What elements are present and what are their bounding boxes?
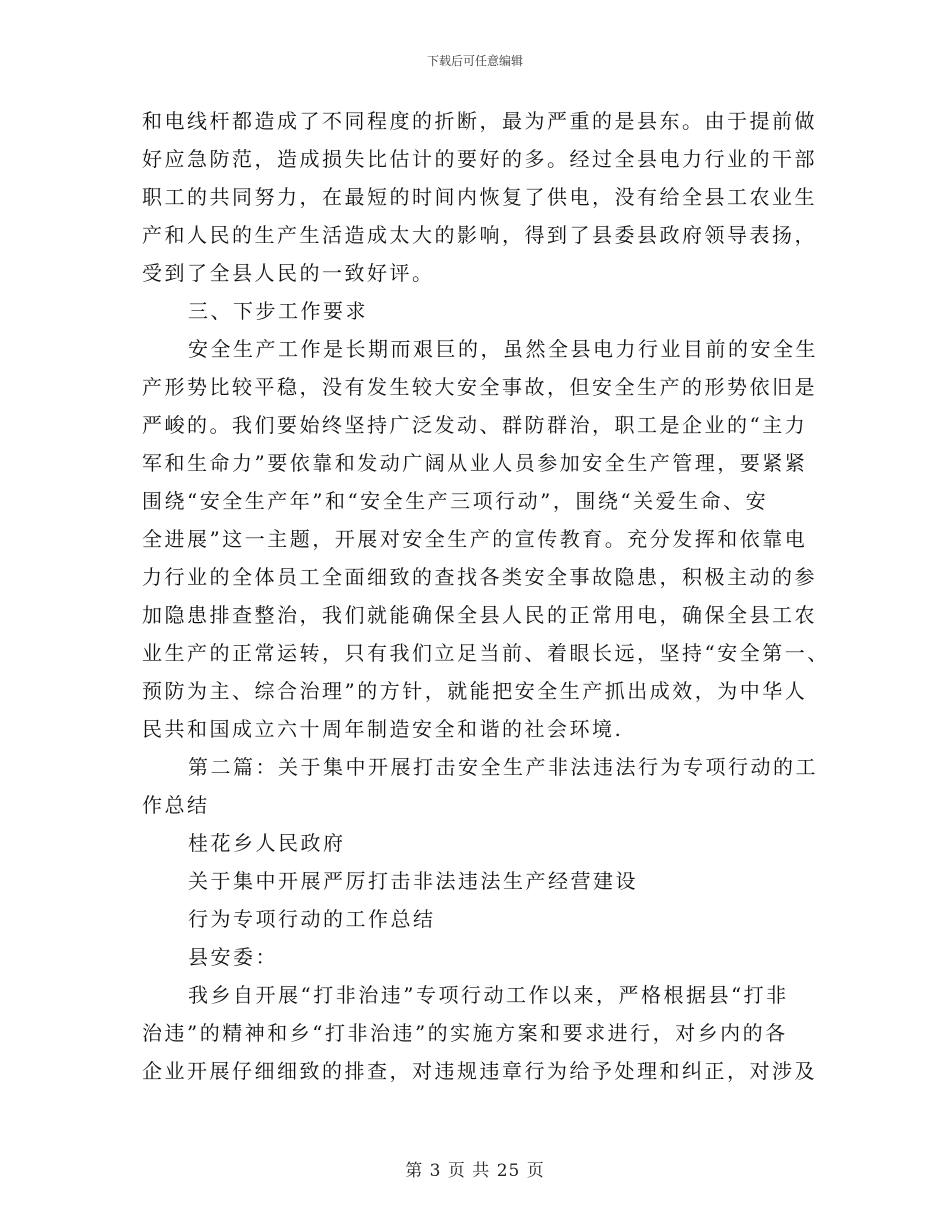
document-title-continued: 行为专项行动的工作总结 (188, 907, 436, 931)
text-line: 我乡自开展“打非治违”专项行动工作以来，严格根据县“打非 (188, 983, 789, 1007)
text-line: 军和生命力”要依靠和发动广阔从业人员参加安全生产管理，要紧紧 (142, 451, 808, 475)
text-line: 力行业的全体员工全面细致的查找各类安全事故隐患，积极主动的参 (142, 565, 817, 589)
text-line: 业生产的正常运转，只有我们立足当前、着眼长远，坚持“安全第一、 (142, 641, 830, 665)
text-line: 预防为主、综合治理”的方针，就能把安全生产抓出成效，为中华人 (142, 679, 808, 703)
text-line: 安全生产工作是长期而艰巨的，虽然全县电力行业目前的安全生 (188, 337, 818, 361)
page-number: 第 3 页 共 25 页 (405, 1161, 545, 1181)
text-line: 受到了全县人民的一致好评。 (142, 261, 435, 285)
text-line: 围绕“安全生产年”和“安全生产三项行动”，围绕“关爱生命、安 (142, 489, 769, 513)
text-line: 加隐患排查整治，我们就能确保全县人民的正常用电，确保全县工农 (142, 603, 817, 627)
text-line: 职工的共同努力，在最短的时间内恢复了供电，没有给全县工农业生 (142, 185, 817, 209)
text-line: 严峻的。我们要始终坚持广泛发动、群防群治，职工是企业的“主力 (142, 413, 808, 437)
text-line: 好应急防范，造成损失比估计的要好的多。经过全县电力行业的干部 (142, 147, 817, 171)
chapter-title: 第二篇：关于集中开展打击安全生产非法违法行为专项行动的工 (188, 755, 818, 779)
chapter-title-continued: 作总结 (142, 793, 210, 817)
text-line: 和电线杆都造成了不同程度的折断，最为严重的是县东。由于提前做 (142, 109, 817, 133)
recipient: 县安委： (188, 945, 278, 969)
issuer-name: 桂花乡人民政府 (188, 831, 346, 855)
text-line: 企业开展仔细细致的排查，对违规违章行为给予处理和纠正，对涉及 (142, 1059, 817, 1083)
document-title: 关于集中开展严厉打击非法违法生产经营建设 (188, 869, 638, 893)
section-heading: 三、下步工作要求 (188, 299, 368, 323)
text-line: 全进展”这一主题，开展对安全生产的宣传教育。充分发挥和依靠电 (142, 527, 808, 551)
text-line: 民共和国成立六十周年制造安全和谐的社会环境. (142, 717, 624, 741)
text-line: 产形势比较平稳，没有发生较大安全事故，但安全生产的形势依旧是 (142, 375, 817, 399)
text-line: 治违”的精神和乡“打非治违”的实施方案和要求进行，对乡内的各 (142, 1021, 788, 1045)
text-line: 产和人民的生产生活造成太大的影响，得到了县委县政府领导表扬， (142, 223, 817, 247)
page-header-note: 下载后可任意编辑 (426, 54, 523, 68)
document-body (142, 102, 830, 1090)
